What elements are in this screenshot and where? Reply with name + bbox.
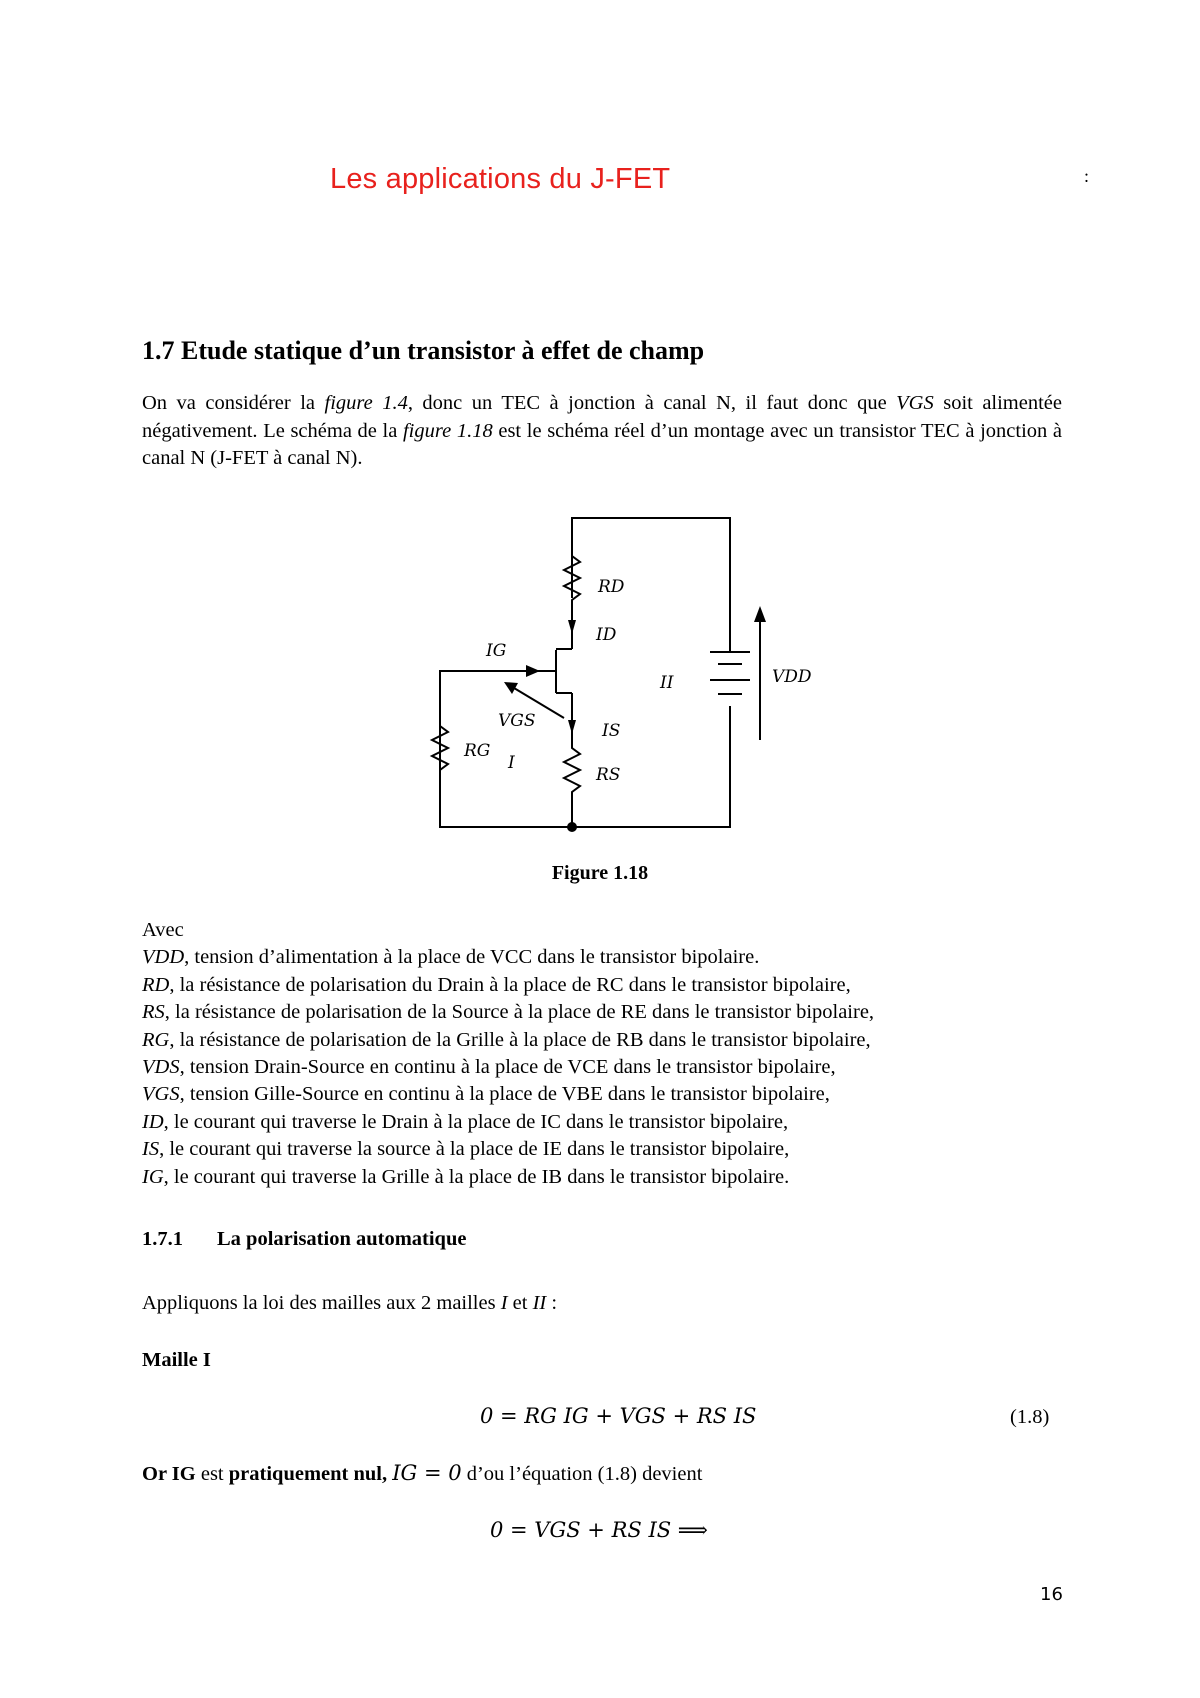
equation-number: (1.8) xyxy=(1010,1406,1050,1428)
label-rd: RD xyxy=(598,577,625,597)
label-ig: IG xyxy=(486,641,507,661)
definitions-intro: Avec xyxy=(142,919,184,941)
is-arrow-icon xyxy=(568,720,576,734)
list-item xyxy=(142,1054,1082,1081)
definition-text: , le courant qui traverse le Drain à la place de IC dans le transistor bipolaire, xyxy=(163,1110,789,1133)
page-title: Les applications du J-FET xyxy=(330,163,671,195)
label-id: ID xyxy=(596,625,617,645)
list-item xyxy=(142,944,1082,971)
subsection-number: 1.7.1 xyxy=(142,1228,183,1250)
definition-text: , tension Gille-Source en continu à la place de VBE dans le transistor bipolaire, xyxy=(179,1083,830,1106)
definition-text: , le courant qui traverse la Grille à la place de IB dans le transistor bipolaire. xyxy=(163,1165,790,1188)
definition-symbol: RD xyxy=(142,973,170,996)
list-item xyxy=(142,1109,1082,1136)
figure-caption: Figure 1.18 xyxy=(551,862,649,884)
list-item xyxy=(142,1136,1082,1163)
or-sentence xyxy=(142,1461,702,1486)
or-bold-1: Or IG xyxy=(142,1463,196,1485)
page-number: 16 xyxy=(1040,1584,1063,1605)
mesh-text-3: : xyxy=(546,1292,558,1314)
id-arrow-icon xyxy=(568,620,576,634)
list-item xyxy=(142,1164,1082,1191)
definition-text: , la résistance de polarisation du Drain à la place de RC dans le transistor bipolaire, xyxy=(169,973,851,996)
definition-text: , la résistance de polarisation de la Grille à la place de RB dans le transistor bipolaire, xyxy=(169,1028,871,1051)
corner-mark: : xyxy=(1084,166,1090,186)
subsection-heading xyxy=(142,1228,466,1251)
ig-zero-equation: IG = 0 xyxy=(392,1461,462,1485)
or-text-1: est xyxy=(195,1463,229,1485)
definition-symbol: IG xyxy=(142,1165,164,1188)
equation-1-8: 0 = RG IG + VGS + RS IS xyxy=(480,1404,757,1428)
intro-text-1: On va considérer la xyxy=(142,392,325,414)
rs-resistor xyxy=(564,742,580,796)
vgs-symbol: VGS xyxy=(896,392,934,414)
definition-symbol: VDS xyxy=(142,1056,180,1079)
definition-text: , la résistance de polarisation de la Source à la place de RE dans le transistor bipolaire, xyxy=(164,1001,875,1024)
figure-1-4-ref: figure 1.4 xyxy=(324,392,408,414)
definition-symbol: RG xyxy=(142,1028,170,1051)
or-text-3: d’ou l’équation (1.8) devient xyxy=(461,1463,703,1485)
definition-symbol: RS xyxy=(142,1001,165,1024)
list-item xyxy=(142,999,1082,1026)
mesh-ii-symbol: II xyxy=(532,1292,547,1314)
definition-symbol: VDD xyxy=(142,946,185,969)
label-is: IS xyxy=(602,721,621,741)
mesh-i-symbol: I xyxy=(500,1292,508,1314)
mesh-sentence xyxy=(142,1292,557,1315)
definition-text: , tension d’alimentation à la place de VCC dans le transistor bipolaire. xyxy=(184,946,760,969)
definition-text: , le courant qui traverse la source à la place de IE dans le transistor bipolaire, xyxy=(159,1138,790,1161)
definition-symbol: IS xyxy=(142,1138,160,1161)
junction-dot xyxy=(567,822,577,832)
list-item xyxy=(142,1027,1082,1054)
label-mesh-i: I xyxy=(508,753,515,773)
definition-symbol: ID xyxy=(142,1110,164,1133)
label-rg: RG xyxy=(464,741,491,761)
or-bold-2: pratiquement nul, xyxy=(228,1463,388,1485)
equation-2: 0 = VGS + RS IS ⟹ xyxy=(490,1518,708,1542)
intro-text-2: , donc un TEC à jonction à canal N, il faut donc que xyxy=(407,392,897,414)
list-item xyxy=(142,1081,1082,1108)
maille-label: Maille I xyxy=(142,1349,211,1371)
label-vdd: VDD xyxy=(772,667,812,687)
definitions-list xyxy=(142,917,1082,1191)
label-rs: RS xyxy=(596,765,621,785)
mesh-text-2: et xyxy=(507,1292,533,1314)
intro-text-4: est le schéma réel d’un montage avec un transistor TEC à jonction à canal N (J-FET à canal N). xyxy=(142,419,1062,469)
mesh-text-1: Appliquons la loi des mailles aux 2 mailles xyxy=(142,1292,501,1314)
label-ii: II xyxy=(660,673,674,693)
subsection-title: La polarisation automatique xyxy=(217,1228,467,1250)
definition-text: , tension Drain-Source en continu à la place de VCE dans le transistor bipolaire, xyxy=(179,1056,836,1079)
section-heading: 1.7 Etude statique d’un transistor à effet de champ xyxy=(142,336,705,365)
figure-1-18-ref: figure 1.18 xyxy=(402,419,493,442)
vdd-arrow-icon xyxy=(754,606,766,622)
label-vgs: VGS xyxy=(498,711,536,731)
list-item xyxy=(142,972,1082,999)
ig-arrow-icon xyxy=(526,665,540,677)
definition-symbol: VGS xyxy=(142,1083,180,1106)
intro-text-3: soit alimentée négativement. Le schéma de la xyxy=(142,392,1062,442)
